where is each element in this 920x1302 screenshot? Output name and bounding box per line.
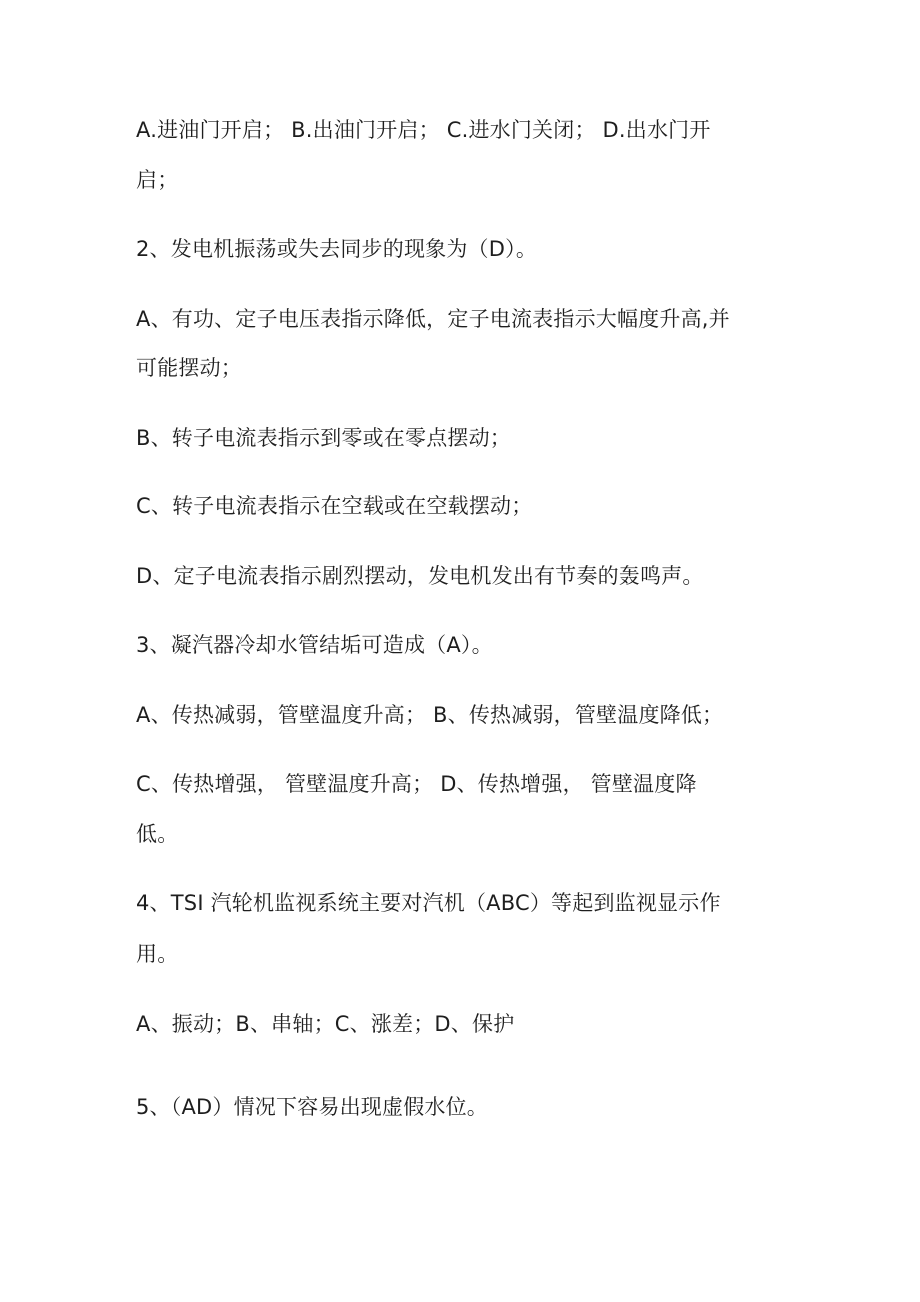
question-5-stem: 5、（AD）情况下容易出现虚假水位。 [136, 1095, 488, 1119]
question-2-option-d: D、定子电流表指示剧烈摆动，发电机发出有节奏的轰鸣声。 [136, 564, 704, 588]
question-3-options-ab: A、传热减弱，管壁温度升高； B、传热减弱，管壁温度降低； [136, 703, 724, 727]
question-3-stem: 3、凝汽器冷却水管结垢可造成（A）。 [136, 633, 493, 657]
question-2-option-b: B、转子电流表指示到零或在零点摆动； [136, 426, 512, 450]
question-1-options-line-1: A.进油门开启； B.出油门开启； C.进水门关闭； D.出水门开 [136, 118, 711, 142]
question-4-stem-line-1: 4、TSI 汽轮机监视系统主要对汽机（ABC）等起到监视显示作 [136, 891, 721, 915]
question-2-option-a-line-1: A、有功、定子电压表指示降低，定子电流表指示大幅度升高,并 [136, 307, 730, 331]
question-4-stem-line-2: 用。 [136, 942, 179, 966]
question-2-option-a-line-2: 可能摆动； [136, 356, 242, 380]
question-2-option-c: C、转子电流表指示在空载或在空载摆动； [136, 494, 533, 518]
question-3-options-cd-line-2: 低。 [136, 822, 179, 846]
question-2-stem: 2、发电机振荡或失去同步的现象为（D）。 [136, 237, 538, 261]
question-1-options-line-2: 启； [136, 168, 179, 192]
question-3-options-cd-line-1: C、传热增强， 管壁温度升高； D、传热增强， 管壁温度降 [136, 772, 697, 796]
question-4-options: A、振动；B、串轴；C、涨差；D、保护 [136, 1012, 515, 1036]
